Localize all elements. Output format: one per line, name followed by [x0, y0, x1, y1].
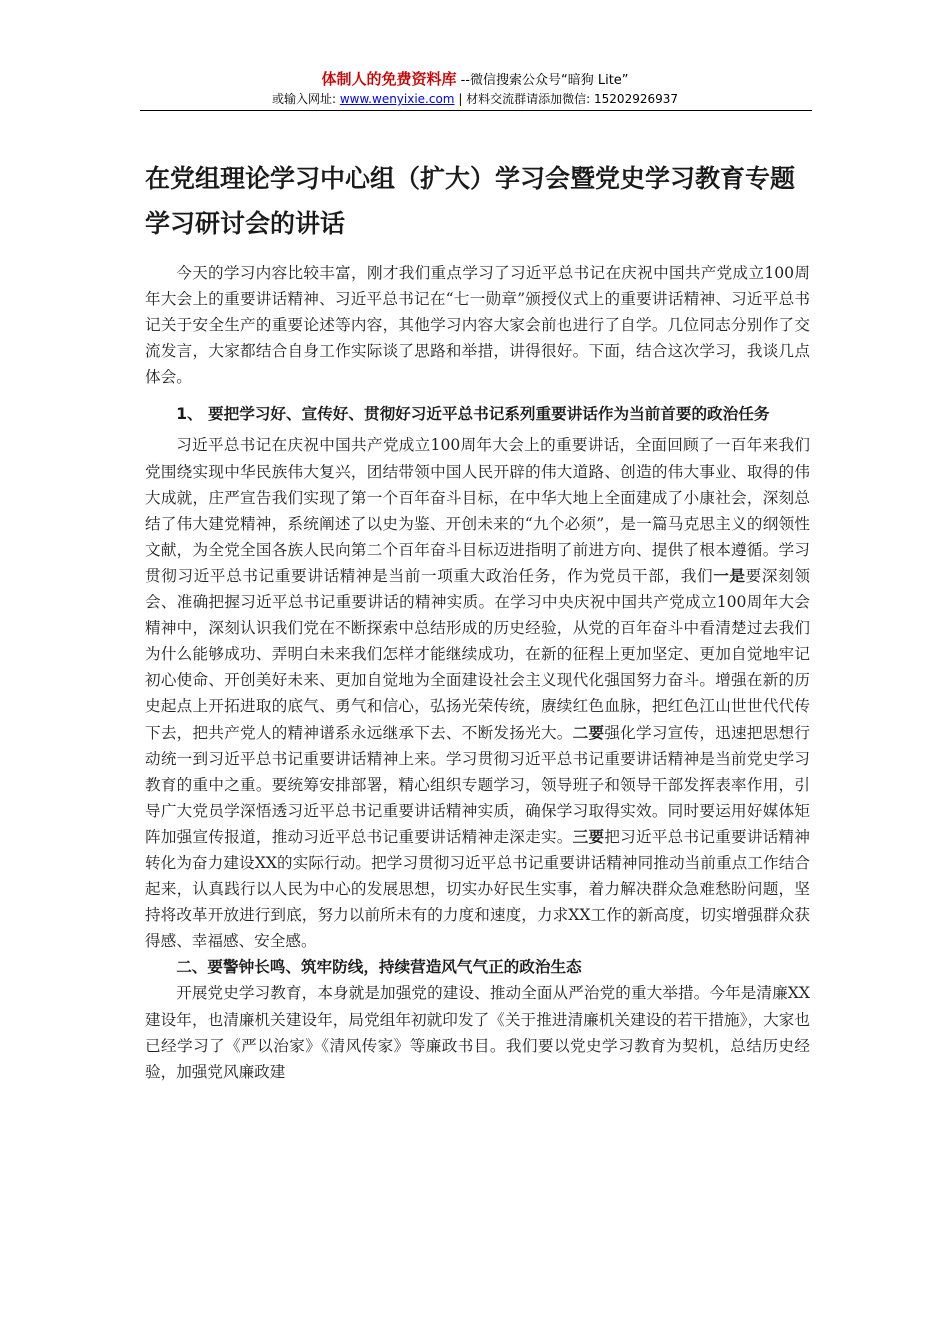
section-1-text-d: 把习近平总书记重要讲话精神转化为奋力建设XX的实际行动。把学习贯彻习近平总书记重要讲话精神同推动当前重点工作结合起来，认真践行以人民为中心的发展思想，切实办好民生实事，着力解决群众急难愁盼问题，坚持将改革开放进行到底，努力以前所未有的力度和速度，力求XX工作的新高度，切实增强群众获得感、幸福感、安全感。 — [145, 827, 810, 951]
header-banner — [0, 70, 950, 90]
section-1-heading: 1、 要把学习好、宣传好、贯彻好习近平总书记系列重要讲话作为当前首要的政治任务 — [176, 405, 770, 424]
section-1-mark-3: 三要 — [572, 827, 605, 846]
header-brand: 体制人的免费资料库 — [321, 70, 457, 88]
section-1-paragraph — [145, 432, 810, 954]
section-2-paragraph: 开展党史学习教育，本身就是加强党的建设、推动全面从严治党的重大举措。今年是清廉XX建设年，也清廉机关建设年，局党组年初就印发了《关于推进清廉机关建设的若干措施》，大家也已经学习了《严以治家》《清风传家》等廉政书目。我们要以党史学习教育为契机，总结历史经验，加强党风廉政建 — [145, 984, 810, 1081]
header-tagline: --微信搜索公众号“暗狗 Lite” — [456, 73, 629, 88]
document-title: 在党组理论学习中心组（扩大）学习会暨党史学习教育专题学习研讨会的讲话 — [145, 164, 796, 238]
section-1-text-a: 习近平总书记在庆祝中国共产党成立100周年大会上的重要讲话，全面回顾了一百年来我们党围绕实现中华民族伟大复兴，团结带领中国人民开辟的伟大道路、创造的伟大事业、取得的伟大成就，庄严宣告我们实现了第一个百年奋斗目标，在中华大地上全面建成了小康社会，深刻总结了伟大建党精神，系统阐述了以史为鉴、开创未来的“九个必须”，是一篇马克思主义的纲领性文献，为全党全国各族人民向第二个百年奋斗目标迈进指明了前进方向、提供了根本遵循。学习贯彻习近平总书记重要讲话精神是当前一项重大政治任务，作为党员干部，我们 — [145, 436, 810, 585]
section-1-text-c: 强化学习宣传，迅速把思想行动统一到习近平总书记重要讲话精神上来。学习贯彻习近平总书记重要讲话精神是当前党史学习教育的重中之重。要统筹安排部署，精心组织专题学习，领导班子和领导干部发挥表率作用，引导广大党员学深悟透习近平总书记重要讲话精神实质，确保学习取得实效。同时要运用好媒体矩阵加强宣传报道，推动习近平总书记重要讲话精神走深走实。 — [145, 723, 810, 846]
header-divider — [140, 110, 812, 111]
section-2-heading: 二、要警钟长鸣、筑牢防线，持续营造风气气正的政治生态 — [176, 958, 582, 977]
document-body — [145, 260, 810, 1085]
header-contact — [0, 90, 950, 108]
section-1-text-b: 要深刻领会、准确把握习近平总书记重要讲话的精神实质。在学习中央庆祝中国共产党成立100周年大会精神中，深刻认识我们党在不断探索中总结形成的历史经验，从党的百年奋斗中看清楚过去我们为什么能够成功、弄明白未来我们怎样才能继续成功，在新的征程上更加坚定、更加自觉地牢记初心使命、开创美好未来、更加自觉地为全面建设社会主义现代化强国努力奋斗。增强在新的历史起点上开拓进取的底气、勇气和信心，弘扬光荣传统，赓续红色血脉，把红色江山世世代代传下去，把共产党人的精神谱系永远继承下去、不断发扬光大。 — [145, 566, 810, 742]
intro-paragraph: 今天的学习内容比较丰富，刚才我们重点学习了习近平总书记在庆祝中国共产党成立100周年大会上的重要讲话精神、习近平总书记在“七一勋章”颁授仪式上的重要讲话精神、习近平总书记关于安全生产的重要论述等内容，其他学习内容大家会前也进行了自学。几位同志分别作了交流发言，大家都结合自身工作实际谈了思路和举措，讲得很好。下面，结合这次学习，我谈几点体会。 — [145, 264, 810, 387]
header-url-link[interactable]: www.wenyixie.com — [339, 92, 455, 106]
section-1-mark-2: 二要 — [572, 723, 605, 742]
section-1-mark-1: 一是 — [713, 566, 746, 585]
header-url-suffix: | 材料交流群请添加微信: 15202926937 — [454, 92, 679, 106]
header-url-prefix: 或输入网址: — [271, 92, 340, 106]
